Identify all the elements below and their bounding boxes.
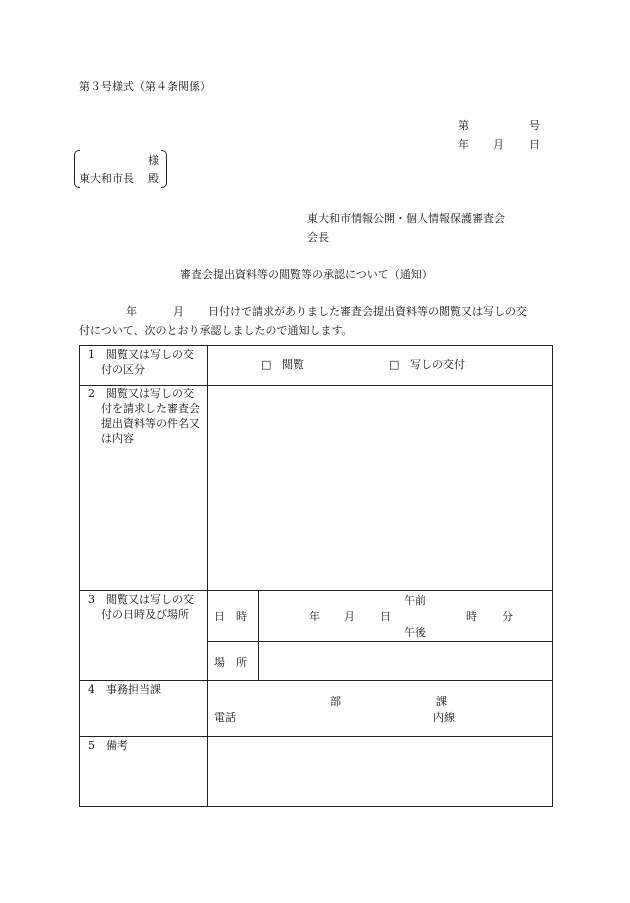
body-line-2: 付について、次のとおり承認しましたので通知します。 <box>79 324 353 337</box>
table-subcolumn-divider <box>258 590 259 681</box>
table-border-bottom <box>79 806 553 807</box>
datetime-label: 日 時 <box>214 610 247 623</box>
datetime-nen: 年 <box>309 610 320 623</box>
row2-label-line3: 提出資料等の件名又 <box>101 417 200 430</box>
dept-bu: 部 <box>330 695 341 708</box>
option-copy-label: 写しの交付 <box>410 358 465 371</box>
table-border-left <box>79 345 80 807</box>
row2-label-line2: 付を請求した審査会 <box>101 402 200 415</box>
form-number: 第３号様式（第４条関係） <box>79 80 211 93</box>
datetime-ji: 時 <box>466 610 477 623</box>
addressee-sama: 様 <box>148 154 159 167</box>
phone-label: 電話 <box>214 711 236 724</box>
view-checkbox[interactable]: □ <box>261 358 272 371</box>
document-title: 審査会提出資料等の閲覧等の承認について（通知） <box>180 268 433 281</box>
datetime-pm: 午後 <box>404 626 426 639</box>
datetime-hi: 日 <box>380 610 391 623</box>
datetime-am: 午前 <box>404 594 426 607</box>
table-rule-1 <box>79 385 553 386</box>
doc-number-dai: 第 <box>458 119 469 132</box>
mayor-name: 東大和市長 <box>79 172 134 185</box>
issuer-title: 会長 <box>307 231 329 244</box>
dept-ka: 課 <box>436 695 447 708</box>
row2-label-line1: 2 閲覧又は写しの交 <box>88 387 194 400</box>
mayor-den: 殿 <box>148 172 159 185</box>
table-border-right <box>552 345 553 807</box>
table-rule-datetime <box>208 641 553 642</box>
remarks-field[interactable] <box>212 741 548 801</box>
addressee-bracket-right <box>161 150 167 188</box>
date-hi: 日 <box>529 138 540 151</box>
row3-label-line2: 付の日時及び場所 <box>101 608 189 621</box>
table-rule-4 <box>79 736 553 737</box>
place-label: 場 所 <box>214 656 247 669</box>
row2-label-line4: は内容 <box>101 432 134 445</box>
datetime-tsuki: 月 <box>344 610 355 623</box>
copy-checkbox[interactable]: □ <box>389 358 400 371</box>
body-line-1: 日付けで請求がありました審査会提出資料等の閲覧又は写しの交 <box>208 305 527 318</box>
table-border-top <box>79 345 553 346</box>
row5-label: 5 備考 <box>88 739 128 752</box>
date-tsuki: 月 <box>493 138 504 151</box>
doc-number-go: 号 <box>529 119 540 132</box>
table-rule-2 <box>79 590 553 591</box>
option-view-label: 閲覧 <box>282 358 304 371</box>
row1-label-line1: 1 閲覧又は写しの交 <box>88 348 194 361</box>
row1-label-line2: 付の区分 <box>101 363 145 376</box>
row3-label-line1: 3 閲覧又は写しの交 <box>88 593 194 606</box>
row4-label: 4 事務担当課 <box>88 683 161 696</box>
issuer-organization: 東大和市情報公開・個人情報保護審査会 <box>307 212 505 225</box>
table-rule-3 <box>79 680 553 681</box>
place-field[interactable] <box>263 645 548 677</box>
subject-content-field[interactable] <box>212 390 548 586</box>
table-column-divider <box>207 345 208 807</box>
body-tsuki: 月 <box>173 305 184 318</box>
extension-label: 内線 <box>433 711 455 724</box>
date-nen: 年 <box>458 138 469 151</box>
datetime-fun: 分 <box>502 610 513 623</box>
body-nen: 年 <box>126 305 137 318</box>
